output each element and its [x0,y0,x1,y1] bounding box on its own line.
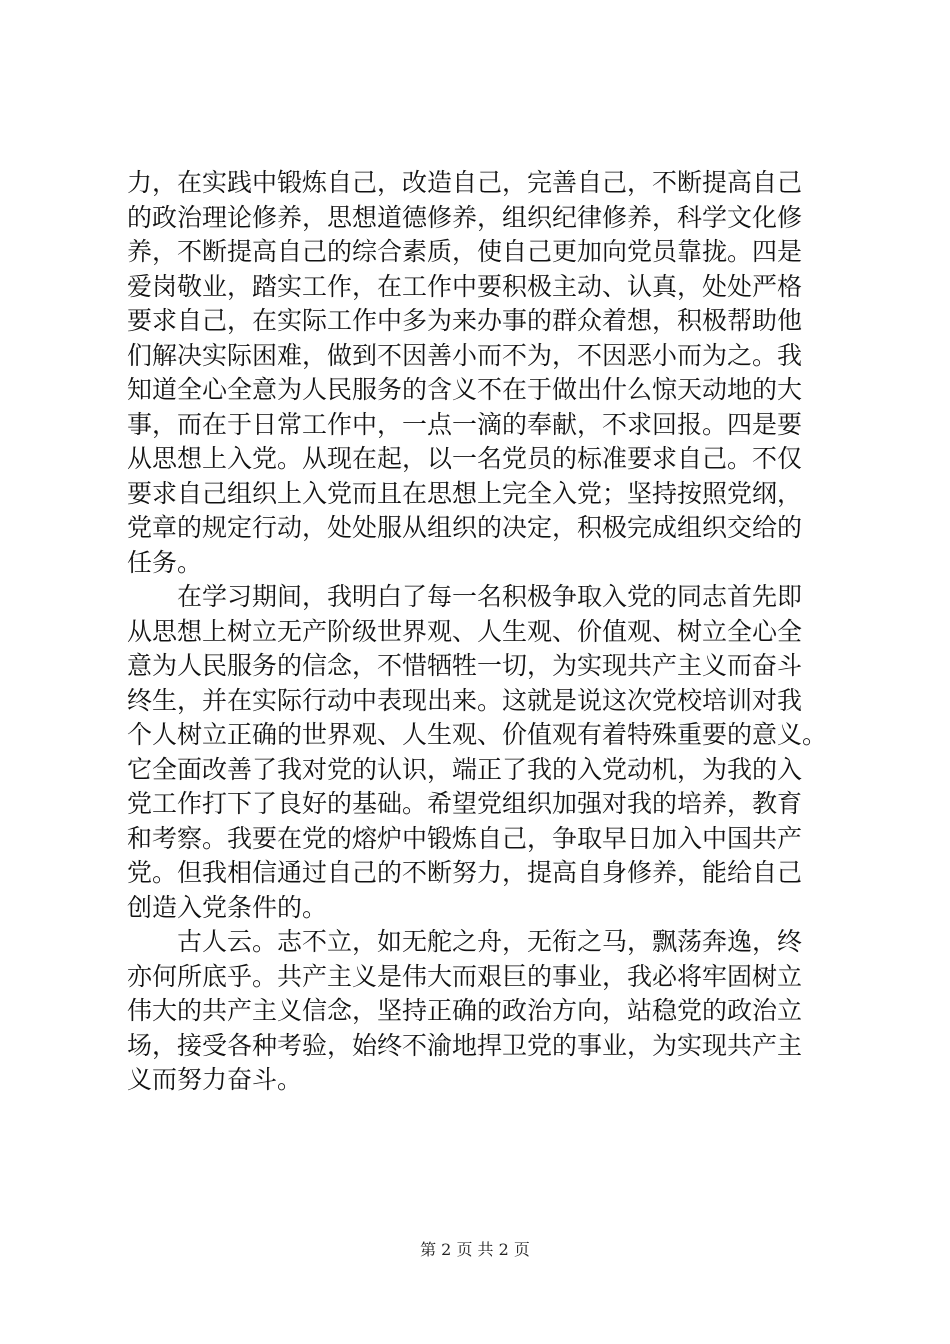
page-footer: 第 2 页 共 2 页 [420,1240,530,1259]
text-line: 事，而在于日常工作中，一点一滴的奉献，不求回报。四是要 [127,409,803,439]
text-line: 终生，并在实际行动中表现出来。这就是说这次党校培训对我 [127,685,803,715]
text-line: 亦何所底乎。共产主义是伟大而艰巨的事业，我必将牢固树立 [127,961,803,991]
text-line: 党章的规定行动，处处服从组织的决定，积极完成组织交给的 [127,513,803,542]
text-line: 义而努力奋斗。 [127,1065,303,1094]
text-line: 古人云。志不立，如无舵之舟，无衔之马，飘荡奔逸，终 [127,927,803,956]
text-line: 任务。 [127,547,203,577]
text-line: 们解决实际困难，做到不因善小而不为，不因恶小而为之。我 [127,340,803,370]
text-line: 在学习期间，我明白了每一名积极争取入党的同志首先即 [127,582,803,611]
text-line: 爱岗敬业，踏实工作，在工作中要积极主动、认真，处处严格 [127,271,803,301]
text-line: 从思想上树立无产阶级世界观、人生观、价值观、树立全心全 [127,616,803,646]
text-line: 创造入党条件的。 [127,892,328,922]
text-line: 知道全心全意为人民服务的含义不在于做出什么惊天动地的大 [127,375,803,404]
text-line: 场，接受各种考验，始终不渝地捍卫党的事业，为实现共产主 [127,1030,803,1060]
text-line: 它全面改善了我对党的认识，端正了我的入党动机，为我的入 [127,754,803,784]
text-line: 养，不断提高自己的综合素质，使自己更加向党员靠拢。四是 [127,237,803,266]
text-line: 和考察。我要在党的熔炉中锻炼自己，争取早日加入中国共产 [127,823,803,853]
text-line: 伟大的共产主义信念，坚持正确的政治方向，站稳党的政治立 [127,996,803,1025]
text-line: 党工作打下了良好的基础。希望党组织加强对我的培养，教育 [127,789,803,818]
text-line: 的政治理论修养，思想道德修养，组织纪律修养，科学文化修 [127,202,803,232]
text-line: 要求自己组织上入党而且在思想上完全入党；坚持按照党纲， [127,478,803,508]
text-line: 意为人民服务的信念，不惜牺牲一切，为实现共产主义而奋斗 [127,651,803,680]
body-text [127,166,847,1098]
text-line: 要求自己，在实际工作中多为来办事的群众着想，积极帮助他 [127,306,803,335]
text-line: 从思想上入党。从现在起，以一名党员的标准要求自己。不仅 [127,444,803,473]
text-line: 个人树立正确的世界观、人生观、价值观有着特殊重要的意义。 [127,720,828,749]
text-line: 党。但我相信通过自己的不断努力，提高自身修养，能给自己 [127,858,803,887]
text-line: 力，在实践中锻炼自己，改造自己，完善自己，不断提高自己 [127,168,803,197]
